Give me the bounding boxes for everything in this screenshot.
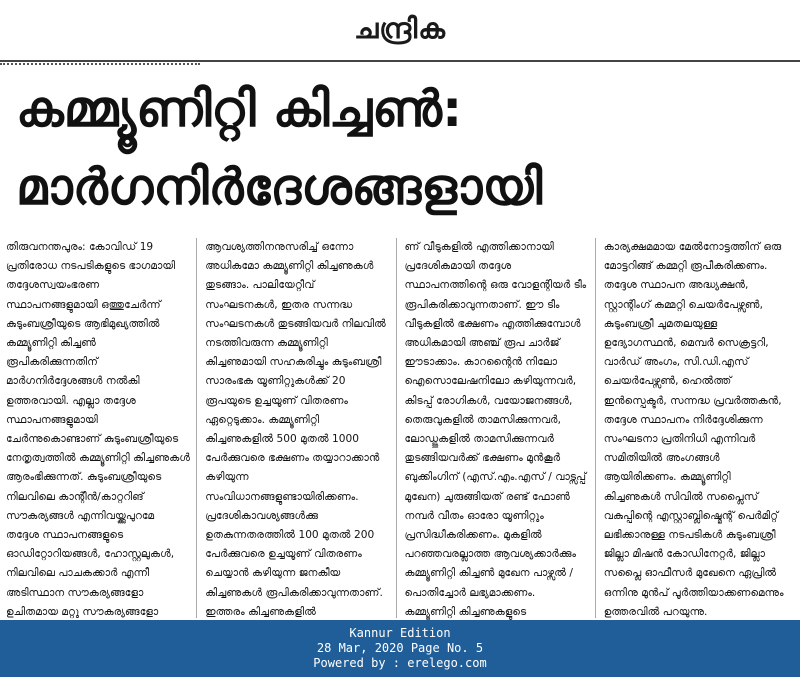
edition-date-page: 28 Mar, 2020 Page No. 5 — [316, 641, 484, 655]
masthead-divider — [0, 60, 800, 62]
body-text: ആവശ്യത്തിനനുസരിച്ച് ഒന്നോ അധികമോ കമ്മ്യൂണിറ്റി കിച്ചണുകൾ തുടങ്ങാം. പാലിയേറ്റീവ് സംഘടനകൾ, ഇതര സന്നദ്ധ സംഘടനകൾ തുടങ്ങിയവർ നിലവിൽ നടത്തിവരുന്ന കമ്മ്യൂണിറ്റി കിച്ചണുമായി സഹകരിച്ചും കുടുംബശ്രീ സാരംഭക യൂണിറ്റുകൾക്ക് 20 രൂപയുടെ ഉച്ചയൂണ് വിതരണം ഏറ്റെടുക്കാം. കമ്മ്യൂണിറ്റി കിച്ചണുകളിൽ 500 മുതൽ 1000 പേർക്കുവരെ ഭക്ഷണം തയ്യാറാക്കാൻ കഴിയുന്ന സംവിധാനങ്ങളുണ്ടായിരിക്കണം. പ്രദേശികാവശ്യങ്ങൾക്കു ഉതകുന്നതരത്തിൽ 100 മുതൽ 200 പേർക്കുവരെ ഉച്ചയൂണ് വിതരണം ചെയ്യാൻ കഴിയുന്ന ജനകീയ കിച്ചണുകൾ രൂപികരിക്കാവുന്നതാണ്. ഇത്തരം കിച്ചണുകളിൽ — [205, 241, 386, 618]
body-text: തിരുവനന്തപുരം: കോവിഡ് 19 പ്രതിരോധ നടപടികളുടെ ഭാഗമായി തദ്ദേശസ്വയംഭരണ സ്ഥാപനങ്ങളുമായി ഒത്തുചേർന്ന് കുടുംബശ്രീയുടെ ആഭിമുഖ്യത്തിൽ കമ്മ്യൂണിറ്റി കിച്ചൺ രൂപികരിക്കുന്നതിന് മാർഗനിർദ്ദേശങ്ങൾ നൽകി ഉത്തരവായി. എല്ലാ തദ്ദേശ സ്ഥാപനങ്ങളുമായി ചേർന്നുകൊണ്ടാണ് കുടുംബശ്രീയുടെ നേതൃത്വത്തിൽ കമ്മ്യൂണിറ്റി കിച്ചണുകൾ ആരംഭിക്കുന്നത്. കുടുംബശ്രീയുടെ നിലവിലെ കാന്റീൻ/കാറ്ററിങ് സൗകര്യങ്ങൾ എന്നിവയ്ക്കുപുറമേ തദ്ദേശ സ്ഥാപനങ്ങളുടെ ഓഡിറ്റോറിയങ്ങൾ, ഹോസ്റ്റലുകൾ, നിലവിലെ പാചകക്കാർ എന്നീ അടിസ്ഥാന സൗകര്യങ്ങളോ ഉചിതമായ മറ്റു സൗകര്യങ്ങളോ — [6, 241, 190, 618]
body-text: ണ് വീടുകളിൽ എത്തിക്കാനായി പ്രദേശികമായി തദ്ദേശ സ്ഥാപനത്തിന്റെ ഒരു വോളന്റിയർ ടീം രൂപികരിക്കാവുന്നതാണ്. ഈ ടീം വീടുകളിൽ ഭക്ഷണം എത്തിക്കുമ്പോൾ അധികമായി അഞ്ച് രൂപ ചാർജ് ഈടാക്കാം. കാറന്റൈൻ നിലോ ഐസൊലേഷനിലോ കഴിയുന്നവർ, കിടപ്പ് രോഗികൾ, വയോജനങ്ങൾ, തെരുവുകളിൽ താമസിക്കുന്നവർ, ലോഡ്ജുകളിൽ താമസിക്കുന്നവർ തുടങ്ങിയവർക്ക് ഭക്ഷണം മുൻകൂർ ബുക്കിംഗിന് (എസ്.എം.എസ് / വാട്സപ്പ് മുഖേന) ചുരുങ്ങിയത് രണ്ട് ഫോൺ നമ്പർ വീതം ഓരോ യൂണിറ്റും പ്രസിദ്ധീകരിക്കണം. മുകളിൽ പറഞ്ഞവരല്ലാത്ത ആവശ്യക്കാർക്കും കമ്മ്യൂണിറ്റി കിച്ചൺ മുഖേന പാഴ്സൽ / പൊതിച്ചോർ ലഭ്യമാക്കണം. കമ്മ്യൂണിറ്റി കിച്ചണുകളുടെ — [404, 241, 587, 618]
body-column-2 — [205, 238, 396, 618]
newspaper-title: ചന്ദ്രിക — [354, 12, 446, 45]
body-text: കാര്യക്ഷമമായ മേൽനോട്ടത്തിന് ഒരു മോട്ടറിങ്ങ് കമ്മറ്റി രൂപീകരിക്കണം. തദ്ദേശ സ്ഥാപന അദ്ധ്യക്ഷൻ, സ്റ്റാന്റിംഗ് കമ്മറ്റി ചെയർപേഴ്സൺ, കുടുംബശ്രീ ചുമതലയുള്ള ഉദ്യോഗസ്ഥൻ, മെമ്പർ സെക്രട്ടറി, വാർഡ് അംഗം, സി.ഡി.എസ് ചെയർപേഴ്സൺ, ഹെൽത്ത് ഇൻസ്പെക്ടർ, സന്നദ്ധ പ്രവർത്തകൻ, തദ്ദേശ സ്ഥാപനം നിർദ്ദേശിക്കുന്ന സംഘടനാ പ്രതിനിധി എന്നിവർ സമിതിയിൽ അംഗങ്ങൾ ആയിരിക്കണം. കമ്മ്യൂണിറ്റി കിച്ചണുകൾ സിവിൽ സപ്ലൈസ് വകുപ്പിന്റെ എസ്റ്റാബ്ലിഷ്മെന്റ് പെർമിറ്റ് ലഭിക്കാനുള്ള നടപടികൾ കുടുംബശ്രീ ജില്ലാ മിഷൻ കോഡിനേറ്റർ, ജില്ലാ സപ്ലൈ ഓഫീസർ മുഖേനെ ഏപ്രിൽ ഒന്നിനു മുൻപ് പൂർത്തിയാക്കണമെന്നും ഉത്തരവിൽ പറയുന്നു. — [603, 241, 784, 618]
edition-footer — [0, 620, 800, 677]
body-column-3 — [405, 238, 596, 618]
article-clipping — [0, 70, 800, 620]
headline-line-2: മാർഗനിർദേശങ്ങളായി — [16, 158, 543, 216]
edition-name: Kannur Edition — [349, 626, 451, 640]
powered-by-link[interactable]: Powered by : erelego.com — [313, 656, 487, 670]
body-column-1 — [6, 238, 197, 618]
dotted-divider — [0, 63, 200, 65]
article-body — [6, 238, 794, 618]
headline-line-1: കമ്മ്യൂണിറ്റി കിച്ചൺ: — [16, 80, 463, 138]
body-column-4 — [604, 238, 794, 618]
masthead — [0, 0, 800, 58]
